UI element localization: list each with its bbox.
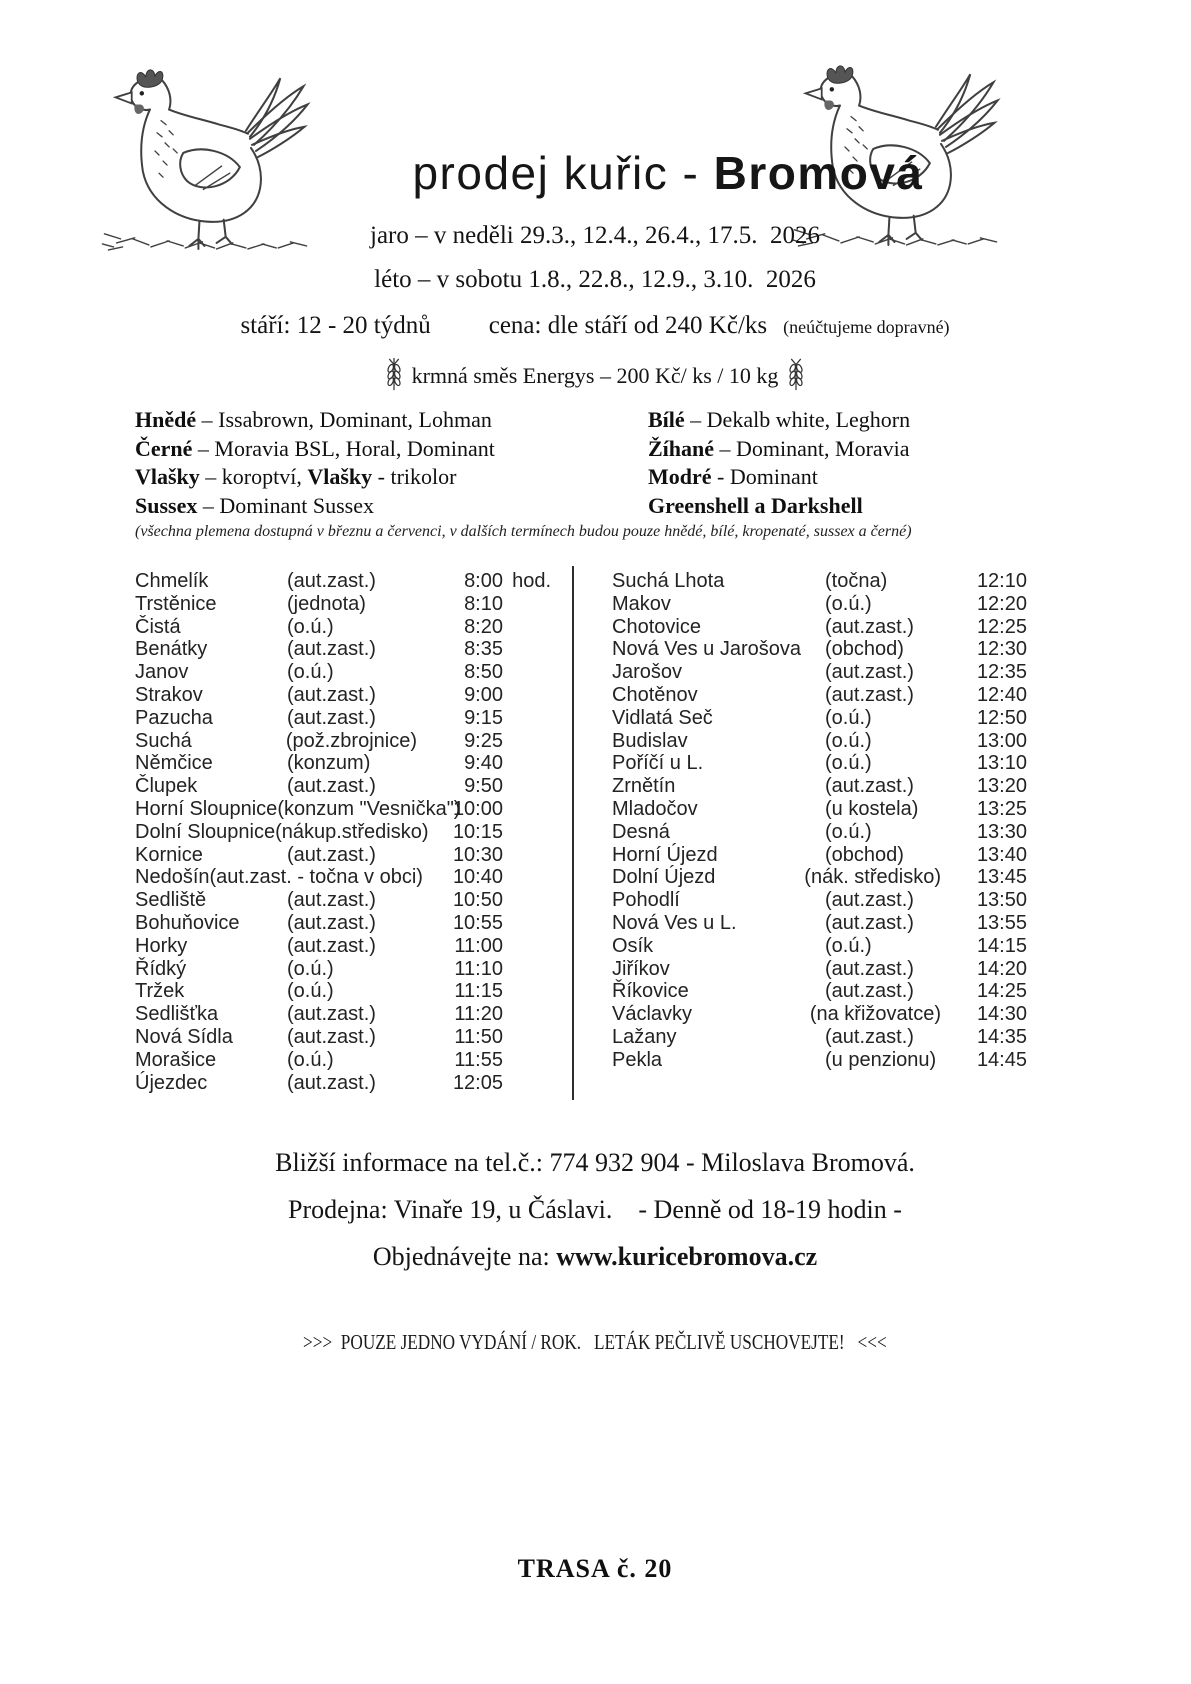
stop-place: (aut.zast.) [825, 889, 914, 912]
stop-name: Vidlatá Seč [612, 706, 713, 729]
timetable-left-column [135, 570, 551, 1094]
breed-text: – Dekalb white, Leghorn [684, 407, 911, 432]
stop-time: 9:25 [464, 729, 503, 752]
timetable-row [135, 730, 503, 753]
stop-place: (nákup.středisko) [275, 820, 429, 843]
breed-text: – Issabrown, Dominant, Lohman [196, 407, 492, 432]
stop-name: Jarošov [612, 661, 683, 684]
stop-time: 12:20 [976, 592, 1027, 615]
stop-time: 12:50 [976, 706, 1027, 729]
stop-time: 14:30 [976, 1003, 1027, 1026]
stop-name: Václavky [612, 1003, 693, 1026]
stop-time: 10:15 [452, 820, 503, 843]
stop-name: Nová Ves u Jarošova [612, 638, 801, 661]
timetable-row [135, 1049, 503, 1072]
timetable-row [612, 958, 1027, 981]
timetable-row [612, 889, 1027, 912]
stop-name: Pazucha [135, 706, 213, 729]
breed-text: – koroptví, [199, 464, 308, 489]
stop-place: (nák. středisko) [804, 866, 941, 889]
stop-time: 14:35 [976, 1025, 1027, 1048]
stop-place: (aut.zast.) [825, 1025, 914, 1048]
stop-name: Horky [135, 934, 188, 957]
stop-name: Dolní Sloupnice [135, 820, 276, 843]
stop-time: 8:00 [464, 570, 503, 592]
stop-name: Nová Ves u L. [612, 911, 737, 934]
stop-time: 13:40 [976, 843, 1027, 866]
stop-time: 12:30 [976, 638, 1027, 661]
stop-time: 11:15 [454, 980, 503, 1003]
stop-time: 11:00 [454, 934, 503, 957]
stop-name: Budislav [612, 729, 688, 752]
stop-time: 13:20 [976, 775, 1027, 798]
timetable-row [612, 593, 1027, 616]
breed-line [135, 406, 640, 435]
stop-name: Tržek [135, 980, 185, 1003]
timetable-row [135, 593, 503, 616]
breed-text: Bílé [648, 407, 685, 432]
keep-flyer-notice-wrap [40, 1330, 1150, 1355]
timetable-row [612, 935, 1027, 958]
keep-flyer-notice: >>> POUZE JEDNO VYDÁNÍ / ROK. LETÁK PEČLIVĚ USCHOVEJTE! <<< [303, 1330, 887, 1354]
timetable-row [612, 775, 1027, 798]
timetable-row [612, 821, 1027, 844]
phone-line: Bližší informace na tel.č.: 774 932 904 - Miloslava Bromová. [275, 1148, 915, 1177]
timetable-row [612, 798, 1027, 821]
breed-text: Vlašky [135, 464, 200, 489]
stop-place: (u penzionu) [825, 1048, 937, 1071]
timetable-row [135, 707, 503, 730]
timetable-row [612, 638, 1027, 661]
stop-place: (aut.zast.) [825, 775, 914, 798]
stop-time: 11:50 [454, 1025, 503, 1048]
timetable-row [612, 912, 1027, 935]
timetable-row [612, 1026, 1027, 1049]
stop-place: (u kostela) [825, 797, 919, 820]
stop-place: (o.ú.) [825, 706, 872, 729]
time-suffix: hod. [506, 570, 551, 592]
stop-place: (o.ú.) [825, 592, 872, 615]
price-note: (neúčtujeme dopravné) [783, 317, 950, 337]
title-normal: prodej kuřic - [412, 147, 714, 199]
spring-dates: jaro – v neděli 29.3., 12.4., 26.4., 17.5. 2026 [370, 222, 820, 249]
breed-text: – Moravia BSL, Horal, Dominant [192, 435, 495, 461]
timetable-row [135, 638, 503, 661]
breed-text: – Dominant Sussex [197, 492, 374, 518]
stop-time: 14:45 [976, 1048, 1027, 1071]
feed-line [40, 358, 1150, 392]
stop-time: 8:50 [464, 661, 503, 684]
stop-name: Chotovice [612, 615, 701, 638]
breed-list-right [648, 406, 1108, 520]
breed-text: – Dominant, Moravia [714, 435, 910, 461]
stop-place: (jednota) [287, 592, 366, 615]
stop-name: Trstěnice [135, 592, 217, 615]
order-url: www.kuricebromova.cz [556, 1242, 818, 1271]
stop-time: 11:10 [454, 957, 503, 980]
stop-name: Řídký [135, 957, 187, 980]
stop-place: (aut.zast.) [287, 775, 376, 798]
timetable-row [135, 570, 551, 593]
stop-time: 10:50 [452, 889, 503, 912]
timetable-row [135, 958, 503, 981]
stop-name: Morašice [135, 1048, 217, 1071]
stop-time: 14:20 [976, 957, 1027, 980]
wheat-icon [786, 358, 806, 392]
timetable-row [135, 752, 503, 775]
stop-place: (na křižovatce) [809, 1003, 941, 1026]
timetable-row [612, 707, 1027, 730]
stop-name: Suchá Lhota [612, 570, 725, 592]
stop-name: Nová Sídla [135, 1025, 233, 1048]
stop-place: (aut.zast.) [287, 1003, 376, 1026]
breed-text: Žíhané [648, 435, 715, 461]
route-number: TRASA č. 20 [517, 1554, 673, 1583]
stop-name: Janov [135, 661, 189, 684]
timetable-right-column [612, 570, 1027, 1094]
timetable-row [612, 980, 1027, 1003]
stop-name: Říkovice [612, 980, 689, 1003]
stop-time: 13:30 [976, 820, 1027, 843]
wheat-icon [384, 358, 404, 392]
stop-time: 10:40 [452, 866, 503, 889]
stop-name: Pohodlí [612, 889, 680, 912]
timetable-row [135, 844, 503, 867]
timetable-row [135, 935, 503, 958]
stop-time: 8:10 [464, 592, 503, 615]
stop-name: Benátky [135, 638, 208, 661]
stop-place: (aut.zast.) [287, 1071, 376, 1094]
breed-text: Černé [135, 435, 193, 461]
route-timetable [135, 570, 1035, 1094]
stop-name: Nedošín [135, 866, 210, 889]
stop-time: 10:00 [452, 797, 503, 820]
stop-name: Zrnětín [612, 775, 676, 798]
stop-place: (obchod) [825, 638, 904, 661]
timetable-row [612, 684, 1027, 707]
timetable-row [135, 1003, 503, 1026]
stop-time: 11:20 [454, 1003, 503, 1026]
stop-time: 10:55 [452, 911, 503, 934]
stop-name: Chmelík [135, 570, 209, 592]
availability-note: (všechna plemena dostupná v březnu a červenci, v dalších termínech budou pouze hnědé, bílé, kropenaté, sussex a černé) [135, 523, 912, 540]
stop-place: (aut.zast.) [287, 911, 376, 934]
page-title [145, 146, 1191, 200]
stop-time: 13:25 [976, 797, 1027, 820]
stop-time: 13:00 [976, 729, 1027, 752]
stop-place: (obchod) [825, 843, 904, 866]
stop-name: Kornice [135, 843, 203, 866]
timetable-row [612, 616, 1027, 639]
timetable-row [135, 912, 503, 935]
stop-place: (o.ú.) [287, 661, 334, 684]
breed-line [648, 435, 1108, 464]
timetable-row [135, 1026, 503, 1049]
stop-name: Újezdec [135, 1071, 208, 1094]
stop-place: (aut.zast.) [825, 980, 914, 1003]
timetable-row [135, 684, 503, 707]
stop-place: (o.ú.) [825, 729, 872, 752]
stop-time: 10:30 [452, 843, 503, 866]
stop-place: (aut.zast.) [287, 638, 376, 661]
stop-place: (aut.zast.) [825, 911, 914, 934]
timetable-row [135, 980, 503, 1003]
stop-name: Bohuňovice [135, 911, 240, 934]
stop-time: 14:15 [976, 934, 1027, 957]
stop-time: 9:00 [464, 683, 503, 706]
stop-place: (o.ú.) [825, 820, 872, 843]
order-prefix: Objednávejte na: [372, 1242, 557, 1271]
breed-text: Sussex [135, 492, 198, 518]
stop-time: 8:20 [464, 615, 503, 638]
stop-name: Desná [612, 820, 670, 843]
stop-place: (aut.zast.) [287, 706, 376, 729]
stop-time: 13:55 [976, 911, 1027, 934]
stop-name: Lažany [612, 1025, 677, 1048]
stop-name: Sedlišťka [135, 1003, 219, 1026]
stop-time: 12:05 [452, 1071, 503, 1094]
stop-time: 9:50 [464, 775, 503, 798]
timetable-row [135, 616, 503, 639]
breed-text: Greenshell a Darkshell [648, 492, 863, 518]
timetable-row [612, 844, 1027, 867]
stop-time: 12:25 [976, 615, 1027, 638]
stop-name: Osík [612, 934, 654, 957]
timetable-row [135, 866, 503, 889]
breed-text: Modré [648, 464, 712, 489]
stop-name: Makov [612, 592, 671, 615]
shop-line: Prodejna: Vinaře 19, u Čáslavi. - Denně od 18-19 hodin - [288, 1195, 902, 1224]
timetable-row [612, 661, 1027, 684]
timetable-row [612, 752, 1027, 775]
stop-place: (o.ú.) [825, 934, 872, 957]
timetable-row [135, 661, 503, 684]
stop-name: Člupek [135, 775, 198, 798]
stop-place: (točna) [825, 570, 888, 592]
breed-text: - trikolor [372, 464, 457, 489]
timetable-row [135, 821, 503, 844]
age-text: stáří: 12 - 20 týdnů [240, 312, 431, 339]
timetable-row [135, 889, 503, 912]
stop-name: Mladočov [612, 797, 698, 820]
stop-time: 9:15 [464, 706, 503, 729]
stop-name: Sedliště [135, 889, 207, 912]
column-divider [572, 566, 574, 1100]
age-price-line [40, 312, 1150, 340]
stop-place: (aut.zast.) [287, 570, 376, 592]
stop-place: (aut.zast.) [825, 683, 914, 706]
stop-time: 14:25 [976, 980, 1027, 1003]
timetable-row [612, 866, 1027, 889]
breed-line [135, 492, 640, 521]
timetable-row [612, 1003, 1027, 1026]
timetable-row [135, 775, 503, 798]
stop-name: Čistá [135, 615, 181, 638]
stop-time: 13:45 [976, 866, 1027, 889]
stop-name: Horní Sloupnice [135, 797, 278, 820]
order-line [40, 1242, 1150, 1272]
stop-place: (aut.zast.) [287, 889, 376, 912]
timetable-row [135, 1072, 503, 1095]
timetable-row [612, 570, 1027, 593]
stop-name: Strakov [135, 683, 203, 706]
breed-text: Hnědé [135, 407, 197, 432]
stop-name: Pekla [612, 1048, 663, 1071]
stop-place: (aut.zast.) [825, 661, 914, 684]
stop-place: (o.ú.) [825, 752, 872, 775]
stop-name: Dolní Újezd [612, 866, 716, 889]
stop-name: Suchá [135, 729, 192, 752]
breed-line [648, 492, 1108, 521]
stop-place: (aut.zast.) [287, 843, 376, 866]
stop-time: 13:10 [976, 752, 1027, 775]
breed-list-left [135, 406, 640, 520]
stop-time: 12:35 [976, 661, 1027, 684]
price-text: cena: dle stáří od 240 Kč/ks [488, 312, 768, 339]
stop-time: 8:35 [464, 638, 503, 661]
stop-place: (aut.zast. - točna v obci) [209, 866, 423, 889]
stop-place: (aut.zast.) [825, 615, 914, 638]
breed-line [135, 435, 640, 464]
stop-place: (o.ú.) [287, 957, 334, 980]
stop-place: (aut.zast.) [287, 1025, 376, 1048]
breed-line [648, 406, 1108, 435]
feed-text: krmná směs Energys – 200 Kč/ ks / 10 kg [411, 363, 779, 388]
timetable-row [135, 798, 503, 821]
stop-place: (o.ú.) [287, 615, 334, 638]
stop-name: Chotěnov [612, 683, 698, 706]
timetable-row [612, 730, 1027, 753]
stop-place: (aut.zast.) [825, 957, 914, 980]
stop-place: (pož.zbrojnice) [285, 729, 417, 752]
breed-text: Vlašky [307, 464, 373, 489]
summer-dates: léto – v sobotu 1.8., 22.8., 12.9., 3.10. 2026 [374, 266, 816, 293]
stop-time: 12:10 [976, 570, 1027, 592]
stop-place: (konzum "Vesnička") [277, 797, 461, 820]
stop-place: (o.ú.) [287, 1048, 334, 1071]
stop-place: (aut.zast.) [287, 934, 376, 957]
stop-name: Jiříkov [612, 957, 670, 980]
timetable-row [612, 1049, 1027, 1072]
breed-text: - Dominant [711, 464, 818, 489]
stop-time: 11:55 [454, 1048, 503, 1071]
stop-time: 13:50 [976, 889, 1027, 912]
stop-time: 9:40 [464, 752, 503, 775]
stop-place: (o.ú.) [287, 980, 334, 1003]
stop-time: 12:40 [976, 683, 1027, 706]
stop-place: (konzum) [287, 752, 371, 775]
stop-name: Horní Újezd [612, 843, 718, 866]
title-bold: Bromová [713, 147, 924, 199]
stop-place: (aut.zast.) [287, 683, 376, 706]
breed-line [648, 463, 1108, 492]
stop-name: Poříčí u L. [612, 752, 704, 775]
breed-line [135, 463, 640, 492]
stop-name: Němčice [135, 752, 213, 775]
